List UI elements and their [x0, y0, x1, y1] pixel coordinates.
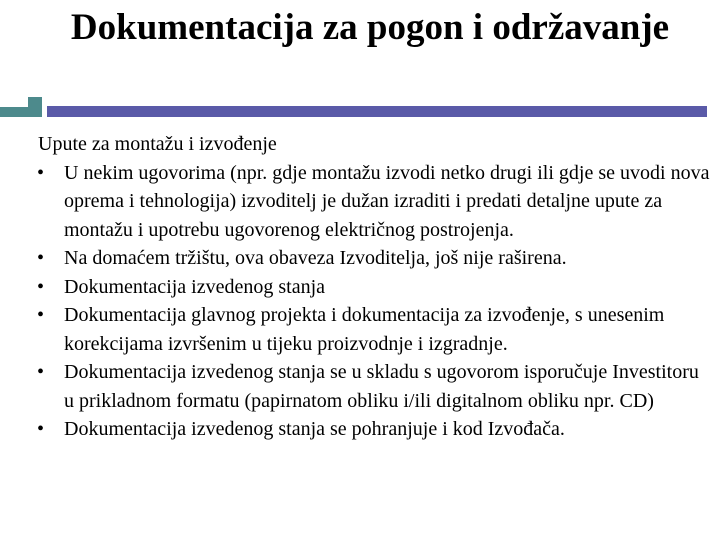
bullet-text: U nekim ugovorima (npr. gdje montažu izvodi netko drugi ili gdje se uvodi nova oprema i tehnologija) izvoditelj je dužan izraditi i predati detaljne upute za montažu i upotrebu ugovorenog električnog postrojenja. [64, 161, 710, 241]
bullet-item [38, 244, 710, 273]
slide-title: Dokumentacija za pogon i održavanje [70, 7, 670, 48]
bullet-item [38, 273, 710, 302]
bullet-icon: • [37, 361, 45, 383]
divider-bar [47, 106, 707, 117]
bullet-item [38, 301, 710, 358]
section-heading: Upute za montažu i izvođenje [38, 133, 277, 155]
bullet-text: Dokumentacija izvedenog stanja se u skladu s ugovorom isporučuje Investitoru u prikladnom formatu (papirnatom obliku i/ili digitalnom obliku npr. CD) [64, 361, 699, 412]
bullet-icon: • [37, 418, 45, 440]
title-divider [0, 97, 720, 117]
bullet-item [38, 159, 710, 245]
slide-content [38, 130, 710, 444]
bullet-icon: • [37, 275, 45, 298]
bullet-text: Dokumentacija glavnog projekta i dokumentacija za izvođenje, s unesenim korekcijama izvršenim u tijeku proizvodnje i izgradnje. [64, 304, 665, 355]
bullet-text: Na domaćem tržištu, ova obaveza Izvoditelja, još nije raširena. [64, 247, 567, 269]
bullet-icon: • [37, 161, 45, 184]
bullet-text: Dokumentacija izvedenog stanja se pohranjuje i kod Izvođača. [64, 418, 565, 440]
bullet-list [38, 159, 710, 444]
bullet-icon: • [37, 247, 45, 269]
bullet-item [38, 415, 710, 444]
bullet-text: Dokumentacija izvedenog stanja [64, 275, 326, 298]
bullet-icon: • [37, 304, 45, 326]
bullet-item [38, 358, 710, 415]
